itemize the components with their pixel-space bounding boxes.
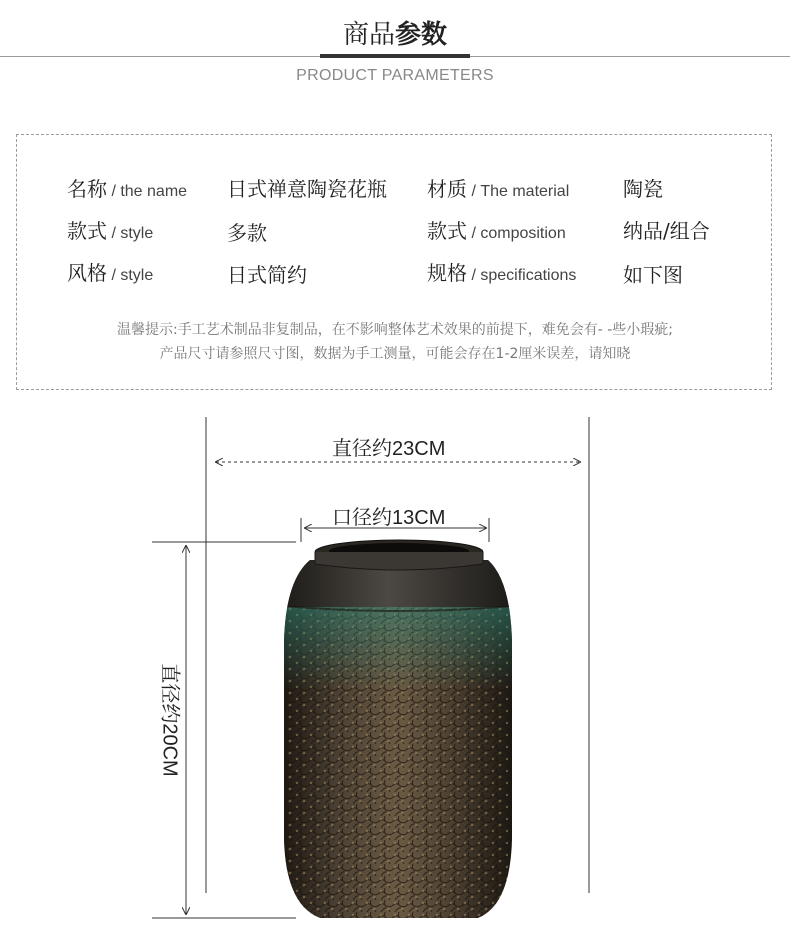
mouth-dimension-label: [332, 501, 445, 530]
mouth-dimension-label-cn: 口径约: [332, 505, 392, 529]
param-fashion-label-cn: 风格: [67, 261, 107, 285]
param-composition-label-en: / composition: [467, 225, 566, 242]
param-material-value: 陶瓷: [623, 177, 663, 201]
height-dimension-value: 20CM: [158, 723, 181, 777]
param-material-label-en: / The material: [467, 183, 570, 200]
section-subtitle: PRODUCT PARAMETERS: [296, 67, 494, 84]
param-style-label-cn: 款式: [67, 219, 107, 243]
width-dimension-label-cn: 直径约: [332, 436, 392, 460]
note-line-2: 产品尺寸请参照尺寸图，数据为手工测量，可能会存在1-2厘米误差，请知晓: [159, 346, 631, 362]
height-dimension-label: [158, 663, 187, 776]
param-spec-label-en: / specifications: [467, 267, 577, 284]
height-dimension-label-cn: 直径约: [158, 663, 183, 724]
param-spec-label-cn: 规格: [427, 261, 467, 285]
param-spec-value: 如下图: [623, 263, 683, 287]
param-name-value: 日式禅意陶瓷花瓶: [227, 177, 387, 201]
section-title-bold: 参数: [395, 20, 448, 50]
param-composition-label-cn: 款式: [427, 219, 467, 243]
param-name-label-cn: 名称: [67, 177, 107, 201]
param-style-value: 多款: [227, 221, 267, 245]
param-composition-value: 纳品/组合: [623, 219, 710, 243]
section-title-light: 商品: [342, 20, 395, 50]
param-style-label-en: / style: [107, 225, 154, 242]
param-fashion-value: 日式简约: [227, 263, 307, 287]
param-name-label-en: / the name: [107, 183, 188, 200]
vase-image: [280, 540, 520, 920]
note-line-1: 温馨提示:手工艺术制品非复制品，在不影响整体艺术效果的前提下，难免会有- -些小瑕疵;: [117, 322, 673, 338]
width-dimension-value: 23CM: [392, 438, 446, 460]
param-fashion-label-en: / style: [107, 267, 154, 284]
width-dimension-label: [332, 432, 445, 461]
param-material-label-cn: 材质: [427, 177, 467, 201]
mouth-dimension-value: 13CM: [392, 507, 446, 529]
